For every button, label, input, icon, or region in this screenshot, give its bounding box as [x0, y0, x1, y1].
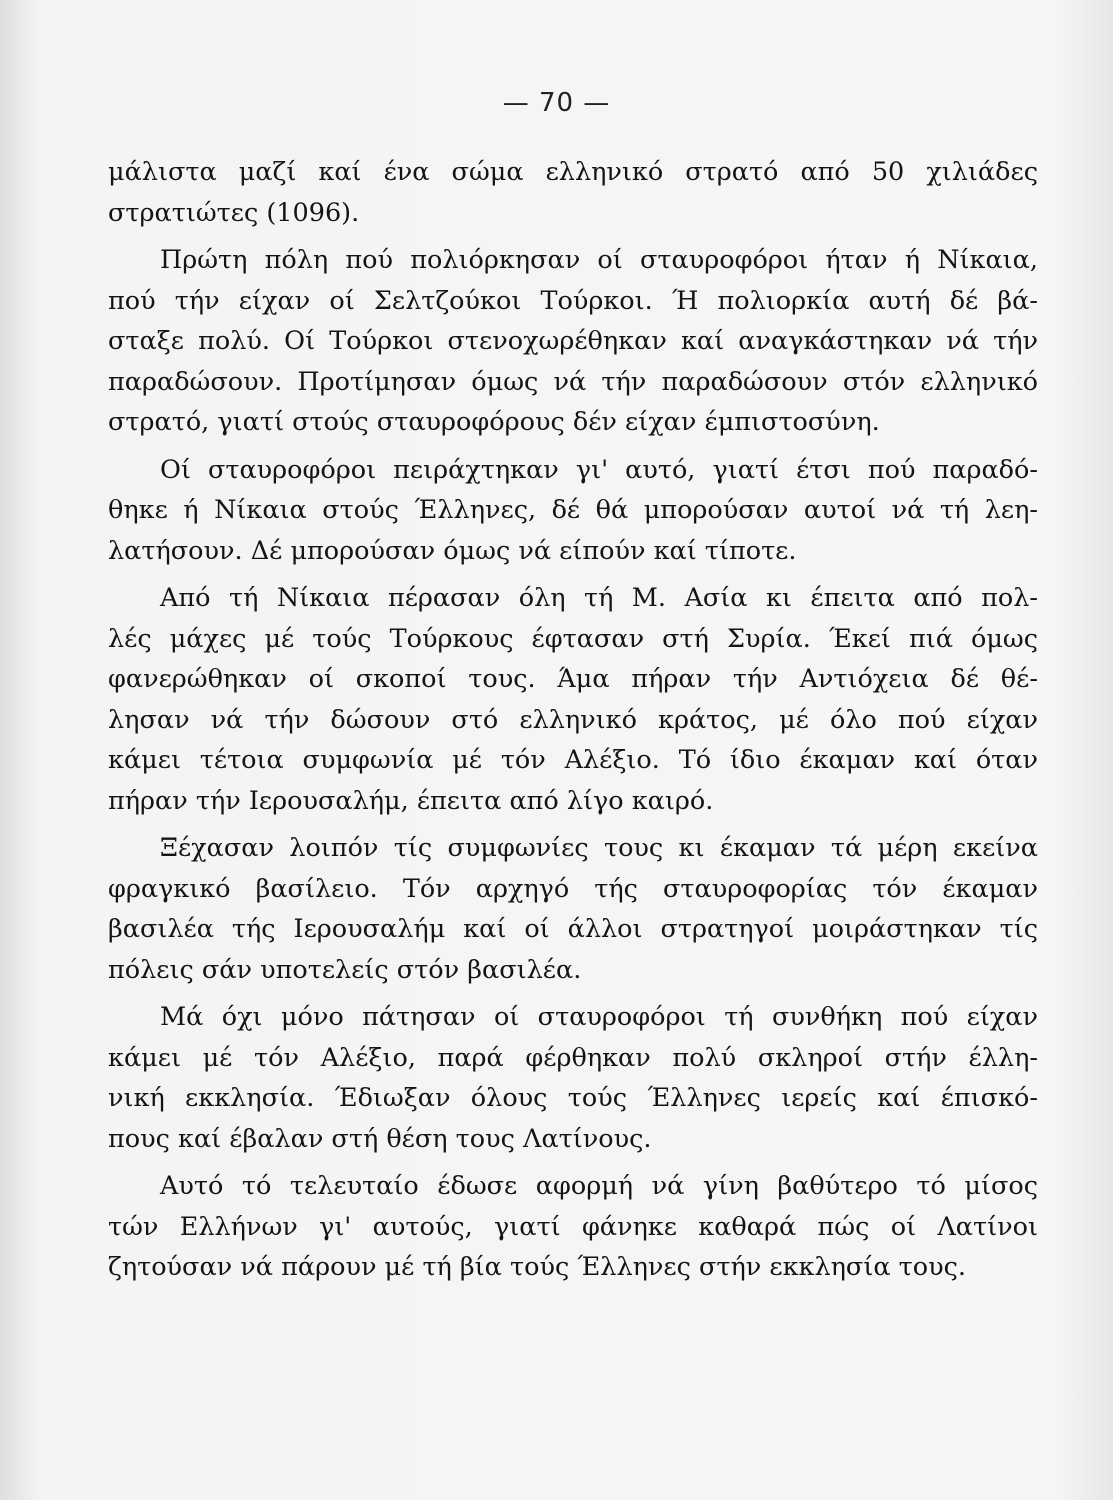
text-line: λατήσουν. Δέ μπορούσαν όμως νά είπούν καί τίποτε. [108, 535, 797, 566]
text-line: Μά όχι μόνο πάτησαν οί σταυροφόροι τή συνθήκη πού είχαν [160, 1002, 1038, 1032]
text-line: φραγκικό βασίλειο. Τόν αρχηγό τής σταυροφορίας τόν έκαμαν [108, 873, 1038, 904]
paragraph [108, 450, 1038, 572]
paragraph [108, 152, 1038, 233]
paragraph [108, 828, 1038, 990]
text-line: στρατό, γιατί στούς σταυροφόρους δέν είχαν έμπιστοσύνη. [108, 407, 880, 437]
text-line: στρατιώτες (1096). [108, 197, 360, 228]
text-line: πήραν τήν Ιερουσαλήμ, έπειτα από λίγο καιρό. [108, 785, 714, 816]
text-line: βασιλέα τής Ιερουσαλήμ καί οί άλλοι στρατηγοί μοιράστηκαν τίς [108, 914, 1038, 944]
paragraph [108, 578, 1038, 821]
text-line: λές μάχες μέ τούς Τούρκους έφτασαν στή Συρία. Έκεί πιά όμως [108, 623, 1038, 654]
text-line: Πρώτη πόλη πού πολιόρκησαν οί σταυροφόροι ήταν ή Νίκαια, [160, 245, 1038, 275]
text-line: ζητούσαν νά πάρουν μέ τή βία τούς Έλληνες στήν εκκλησία τους. [108, 1252, 966, 1282]
text-line: πους καί έβαλαν στή θέση τους Λατίνους. [108, 1123, 652, 1154]
text-line: κάμει μέ τόν Αλέξιο, παρά φέρθηκαν πολύ σκληροί στήν έλλη- [108, 1042, 1038, 1073]
body-text [108, 152, 1038, 1295]
text-line: λησαν νά τήν δώσουν στό ελληνικό κράτος, μέ όλο πού είχαν [108, 704, 1038, 735]
text-line: θηκε ή Νίκαια στούς Έλληνες, δέ θά μπορούσαν αυτοί νά τή λεη- [108, 495, 1038, 525]
text-line: παραδώσουν. Προτίμησαν όμως νά τήν παραδώσουν στόν ελληνικό [108, 366, 1038, 397]
text-line: Οί σταυροφόροι πειράχτηκαν γι' αυτό, γιατί έτσι πού παραδό- [160, 454, 1038, 485]
paragraph [108, 240, 1038, 443]
text-line: πού τήν είχαν οί Σελτζούκοι Τούρκοι. Ή πολιορκία αυτή δέ βά- [108, 285, 1038, 316]
text-line: κάμει τέτοια συμφωνία μέ τόν Αλέξιο. Τό ίδιο έκαμαν καί όταν [108, 745, 1038, 775]
text-line: Ξέχασαν λοιπόν τίς συμφωνίες τους κι έκαμαν τά μέρη εκείνα [160, 833, 1038, 863]
text-line: μάλιστα μαζί καί ένα σώμα ελληνικό στρατό από 50 χιλιάδες [108, 157, 1038, 187]
text-line: Από τή Νίκαια πέρασαν όλη τή Μ. Ασία κι έπειτα από πολ- [160, 583, 1038, 613]
page-number: — 70 — [502, 88, 611, 118]
text-line: φανερώθηκαν οί σκοποί τους. Άμα πήραν τήν Αντιόχεια δέ θέ- [108, 664, 1038, 694]
paragraph [108, 1166, 1038, 1288]
text-line: σταξε πολύ. Οί Τούρκοι στενοχωρέθηκαν καί αναγκάστηκαν νά τήν [108, 326, 1038, 356]
text-line: τών Ελλήνων γι' αυτούς, γιατί φάνηκε καθαρά πώς οί Λατίνοι [108, 1211, 1038, 1242]
paragraph [108, 997, 1038, 1159]
text-line: Αυτό τό τελευταίο έδωσε αφορμή νά γίνη βαθύτερο τό μίσος [160, 1171, 1038, 1201]
text-line: νική εκκλησία. Έδιωξαν όλους τούς Έλληνες ιερείς καί έπισκό- [108, 1083, 1038, 1113]
text-line: πόλεις σάν υποτελείς στόν βασιλέα. [108, 954, 582, 985]
